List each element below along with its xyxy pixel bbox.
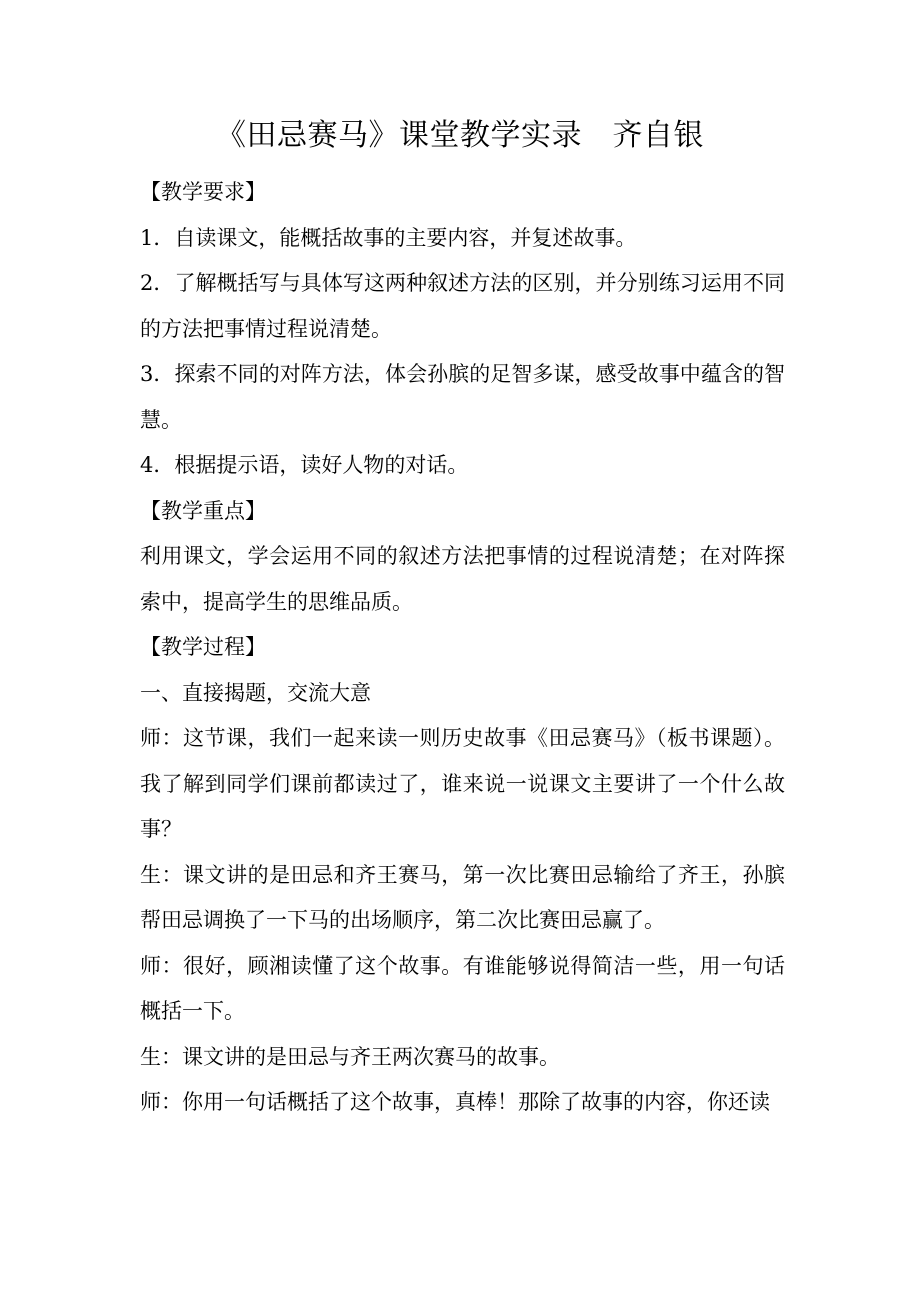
requirement-item-1: 1．自读课文，能概括故事的主要内容，并复述故事。: [140, 225, 637, 250]
dialogue-paragraph: 师：你用一句话概括了这个故事，真棒！那除了故事的内容，你还读: [140, 1090, 770, 1114]
requirement-item-3: 3．探索不同的对阵方法，体会孙膑的足智多谋，感受故事中蕴含的智慧。: [140, 362, 785, 432]
dialogue-paragraph: 生：课文讲的是田忌与齐王两次赛马的故事。: [140, 1044, 560, 1069]
section-heading-key-points: 【教学重点】: [140, 498, 266, 523]
document-title: 《田忌赛马》课堂教学实录 齐自银: [216, 118, 704, 153]
requirement-item-4: 4．根据提示语，读好人物的对话。: [140, 453, 469, 477]
key-points-paragraph: 利用课文，学会运用不同的叙述方法把事情的过程说清楚；在对阵探索中，提高学生的思维品质。: [140, 544, 785, 614]
section-heading-requirements: 【教学要求】: [140, 180, 266, 204]
dialogue-paragraph: 师：这节课，我们一起来读一则历史故事《田忌赛马》（板书课题）。我了解到同学们课前都读过了，谁来说一说课文主要讲了一个什么故事？: [140, 726, 785, 841]
dialogue-paragraph: 生：课文讲的是田忌和齐王赛马，第一次比赛田忌输给了齐王，孙膑帮田忌调换了一下马的出场顺序，第二次比赛田忌赢了。: [140, 862, 785, 932]
document-body: [140, 170, 785, 1126]
requirement-item-2: 2．了解概括写与具体写这两种叙述方法的区别，并分别练习运用不同的方法把事情过程说清楚。: [140, 271, 785, 341]
process-step-heading-1: 一、直接揭题，交流大意: [140, 680, 371, 705]
dialogue-paragraph: 师：很好，顾湘读懂了这个故事。有谁能够说得简洁一些，用一句话概括一下。: [140, 953, 785, 1023]
section-heading-process: 【教学过程】: [140, 635, 266, 659]
